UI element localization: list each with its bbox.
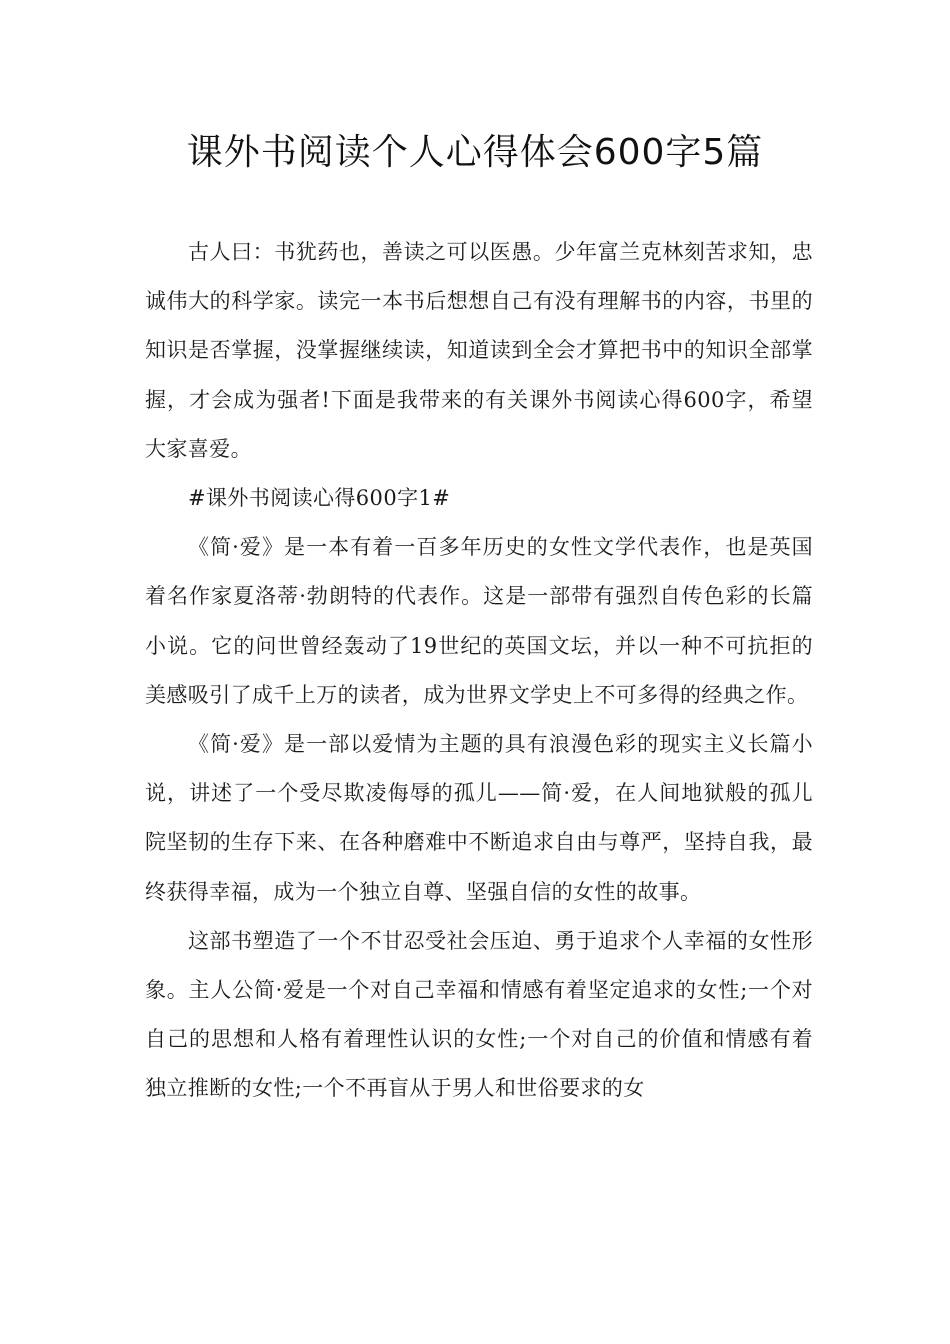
paragraph-jane-eyre-theme: 《简·爱》是一部以爱情为主题的具有浪漫色彩的现实主义长篇小说，讲述了一个受尽欺凌侮辱的孤儿——简·爱，在人间地狱般的孤儿院坚韧的生存下来、在各种磨难中不断追求自由与尊严，坚持自我，最终获得幸福，成为一个独立自尊、坚强自信的女性的故事。 bbox=[145, 732, 813, 904]
paragraph-jane-eyre-character: 这部书塑造了一个不甘忍受社会压迫、勇于追求个人幸福的女性形象。主人公简·爱是一个对自己幸福和情感有着坚定追求的女性;一个对自己的思想和人格有着理性认识的女性;一个对自己的价值和情感有着独立推断的女性;一个不再盲从于男人和世俗要求的女 bbox=[145, 928, 813, 1101]
paragraph-jane-eyre-intro: 《简·爱》是一本有着一百多年历史的女性文学代表作，也是英国着名作家夏洛蒂·勃朗特的代表作。这是一部带有强烈自传色彩的长篇小说。它的问世曾经轰动了19世纪的英国文坛，并以一种不可抗拒的美感吸引了成千上万的读者，成为世界文学史上不可多得的经典之作。 bbox=[145, 535, 813, 707]
document-title: 课外书阅读个人心得体会600字5篇 bbox=[186, 132, 764, 173]
paragraph-intro: 古人曰：书犹药也，善读之可以医愚。少年富兰克林刻苦求知，忠诚伟大的科学家。读完一本书后想想自己有没有理解书的内容，书里的知识是否掌握，没掌握继续读，知道读到全会才算把书中的知识全部掌握，才会成为强者!下面是我带来的有关课外书阅读心得600字，希望大家喜爱。 bbox=[145, 240, 813, 461]
section-heading-1: #课外书阅读心得600字1# bbox=[188, 486, 451, 511]
document-body bbox=[145, 228, 813, 1114]
